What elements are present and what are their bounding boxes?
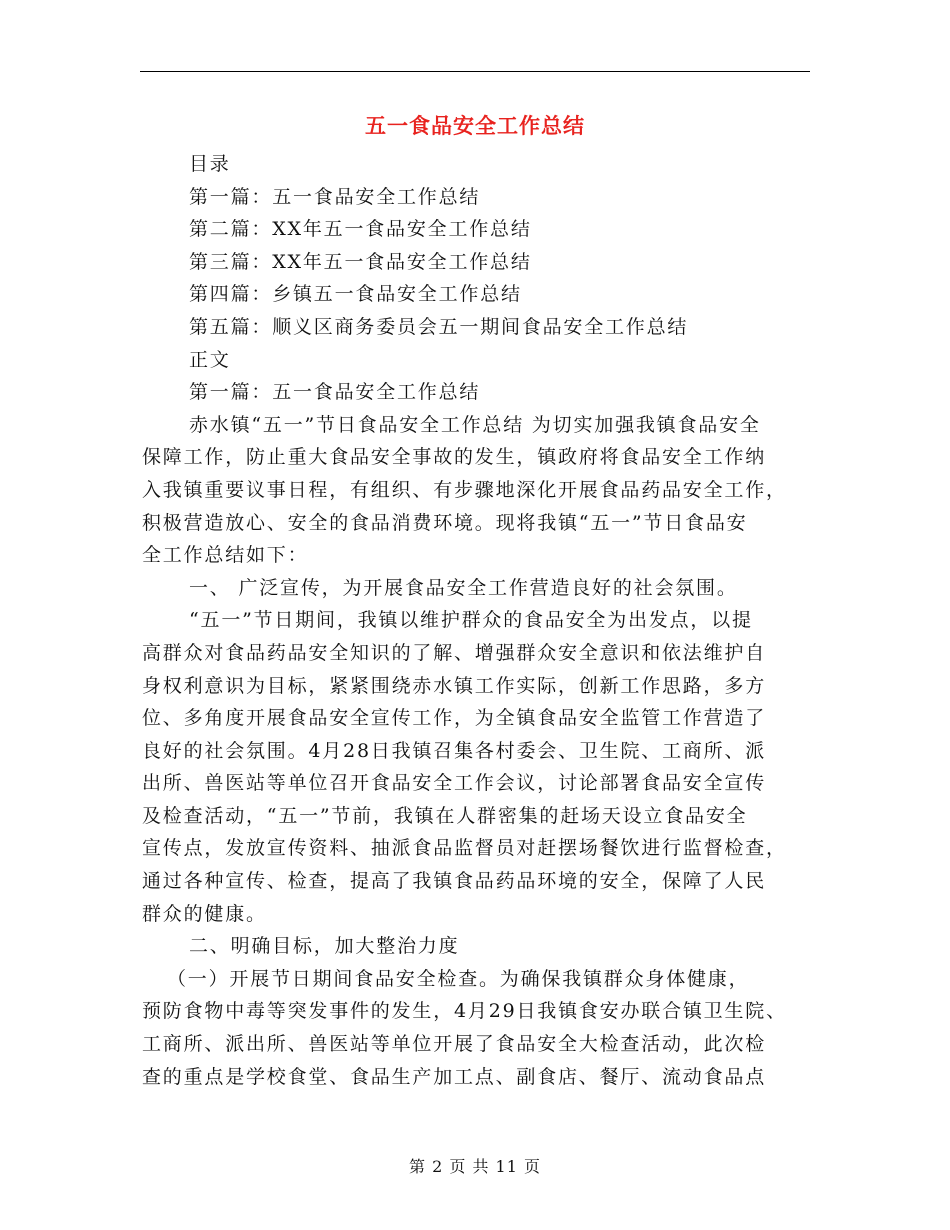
body-line: 第四篇：乡镇五一食品安全工作总结: [189, 283, 522, 306]
body-line: 身权利意识为目标，紧紧围绕赤水镇工作实际，创新工作思路，多方: [142, 674, 767, 697]
document-body: [142, 148, 812, 1093]
body-line: 良好的社会氛围。4月28日我镇召集各村委会、卫生院、工商所、派: [142, 739, 767, 762]
body-line: 第二篇：XX年五一食品安全工作总结: [189, 218, 532, 241]
body-line: 预防食物中毒等突发事件的发生，4月29日我镇食安办联合镇卫生院、: [142, 1000, 787, 1023]
body-line: 群众的健康。: [142, 902, 267, 925]
body-line: 保障工作，防止重大食品安全事故的发生，镇政府将食品安全工作纳: [142, 446, 767, 469]
document-title: 五一食品安全工作总结: [365, 114, 585, 138]
body-line: 通过各种宣传、检查，提高了我镇食品药品环境的安全，保障了人民: [142, 870, 767, 893]
body-line: 宣传点，发放宣传资料、抽派食品监督员对赶摆场餐饮进行监督检查，: [142, 837, 787, 860]
header-rule: [140, 71, 810, 72]
body-line: 赤水镇“五一”节日食品安全工作总结 为切实加强我镇食品安全: [189, 413, 761, 436]
body-line: 第五篇：顺义区商务委员会五一期间食品安全工作总结: [189, 315, 689, 338]
body-line: 及检查活动，“五一”节前，我镇在人群密集的赶场天设立食品安全: [142, 804, 748, 827]
body-line: 全工作总结如下：: [142, 544, 309, 567]
body-line: （一）开展节日期间食品安全检查。为确保我镇群众身体健康，: [167, 967, 750, 990]
body-line: 查的重点是学校食堂、食品生产加工点、副食店、餐厅、流动食品点: [142, 1065, 767, 1088]
body-line: 位、多角度开展食品安全宣传工作，为全镇食品安全监管工作营造了: [142, 707, 767, 730]
body-line: 第一篇：五一食品安全工作总结: [189, 381, 481, 404]
body-line: 二、明确目标，加大整治力度: [189, 935, 460, 958]
body-line: 入我镇重要议事日程，有组织、有步骤地深化开展食品药品安全工作，: [142, 478, 787, 501]
body-line: 第三篇：XX年五一食品安全工作总结: [189, 250, 532, 273]
body-line: 高群众对食品药品安全知识的了解、增强群众安全意识和依法维护自: [142, 641, 767, 664]
body-line: 积极营造放心、安全的食品消费环境。现将我镇“五一”节日食品安: [142, 511, 748, 534]
body-line: 第一篇：五一食品安全工作总结: [189, 185, 481, 208]
body-line: 目录: [189, 153, 231, 175]
body-line: 一、 广泛宣传，为开展食品安全工作营造良好的社会氛围。: [189, 576, 738, 599]
body-line: 工商所、派出所、兽医站等单位开展了食品安全大检查活动，此次检: [142, 1033, 767, 1056]
page-footer: 第 2 页 共 11 页: [409, 1157, 541, 1176]
body-line: 出所、兽医站等单位召开食品安全工作会议，讨论部署食品安全宣传: [142, 772, 767, 795]
body-line: “五一”节日期间，我镇以维护群众的食品安全为出发点，以提: [189, 609, 753, 632]
body-line: 正文: [189, 348, 231, 371]
